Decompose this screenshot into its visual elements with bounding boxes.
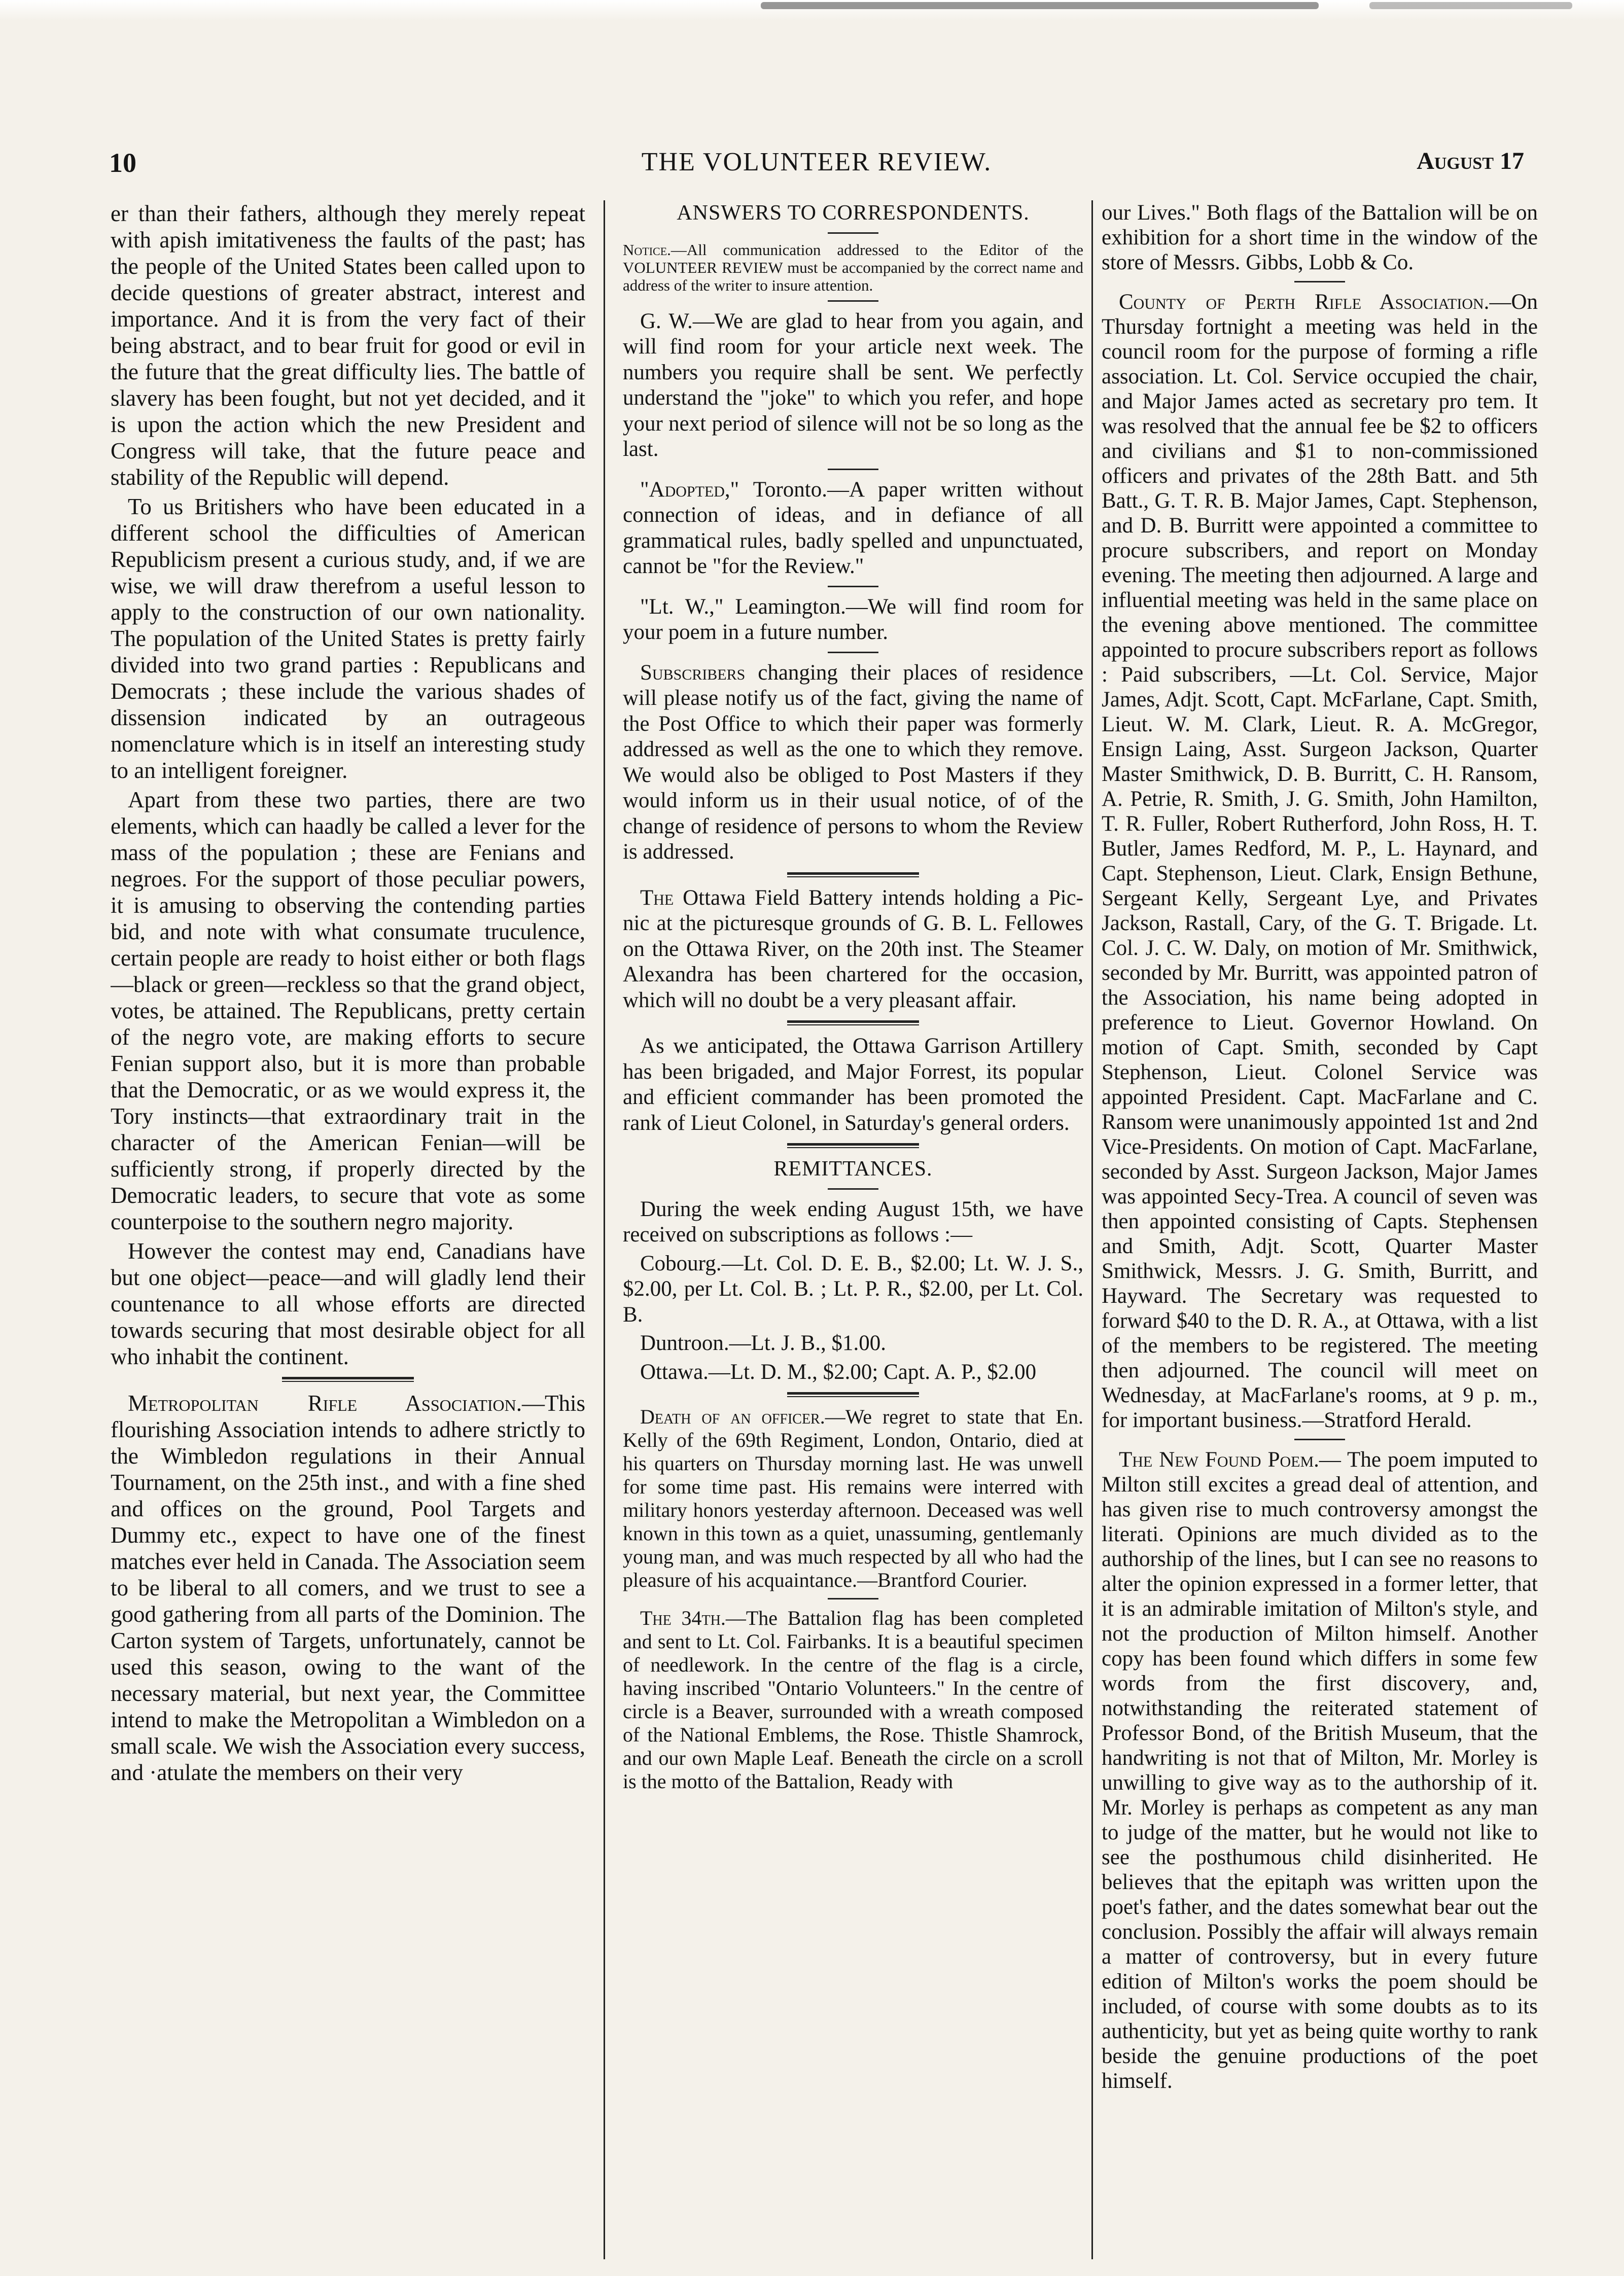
rule	[828, 232, 878, 234]
article-paragraph: Apart from these two parties, there are two elements, which can haadly be called a lever for the mass of the population ; these are Fenians and negroes. For the support of those peculiar powers, it is amusing to observing the contending parties bid, and note with what consumate truculence, certain people are ready to hoist either or both flags—black or green—reckless so that the grand object, votes, be attained. The Republicans, pretty certain of the negro vote, are making efforts to secure Fenian support also, but it is more than probable that the Democratic, or as we would express it, the Tory instincts—that extraordinary trait in the character of the American Fenian—will be sufficiently strong, if properly directed by the Democratic leaders, to secure that vote as some counterpoise to the southern negro majority.	[111, 787, 585, 1234]
issue-date: August 17	[1417, 148, 1524, 174]
item-body: —The Battalion flag has been completed and sent to Lt. Col. Fairbanks. It is a beautiful specimen of needlework. In the centre of the flag is a circle, having inscribed "Ontario Volunteers." In the centre of circle is a Beaver, surrounded with a wreath composed of the National Emblems, the Rose. Thistle Shamrock, and our own Maple Leaf. Beneath the circle on a scroll is the motto of the Battalion, Ready with	[623, 1607, 1083, 1793]
article-continuation: er than their fathers, although they merely repeat with apish imitativeness the faults of the past; has the people of the United States been called upon to decide questions of greater abstract, interest and importance. And it is from the very fact of their being abstract, and to bear fruit for good or evil in the future that the great difficulty lies. The battle of slavery has been fought, but not yet decided, and it is upon the action which the new President and Congress will take, that the future peace and stability of the Republic will depend.	[111, 201, 585, 490]
rule	[828, 469, 878, 470]
item-lead: The	[640, 885, 674, 910]
rule	[1294, 1439, 1345, 1440]
column-1	[111, 200, 585, 2254]
notice-body: —All communication addressed to the Editor of the VOLUNTEER REVIEW must be accompanied by the correct name and address of the writer to insure attention.	[623, 240, 1083, 294]
section-heading: ANSWERS TO CORRESPONDENTS.	[677, 201, 1030, 225]
ottawa-battery-item	[623, 885, 1083, 1014]
remittance-entry: Ottawa.—Lt. D. M., $2.00; Capt. A. P., $2.00	[640, 1360, 1037, 1384]
item-lead: The New Found Poem.	[1119, 1448, 1319, 1472]
section-divider	[787, 1392, 919, 1397]
article-continuation: our Lives." Both flags of the Battalion will be on exhibition for a short time in the window of the store of Messrs. Gibbs, Lobb & Co.	[1102, 201, 1538, 274]
rule	[1294, 281, 1345, 282]
notice-body: changing their places of residence will please notify us of the fact, giving the name of the Post Office to which their paper was formerly addressed as well as the one to which they remove. We would also be obliged to Post Masters if they would inform us in their usual notice, of of the change of residence of persons to whom the Review is addressed.	[623, 660, 1083, 864]
item-lead: County of Perth Rifle Association.	[1119, 290, 1490, 314]
article-paragraph: To us Britishers who have been educated in a different school the difficulties of American Republicism present a curious study, and, if we are wise, we will draw therefrom a useful lesson to apply to the construction of our own nationality. The population of the United States is pretty fairly divided into two grand parties : Republicans and Democrats ; these include the various shades of dissension indicated by an outrageous nomenclature which is in itself an interesting study to an intelligent foreigner.	[111, 494, 585, 783]
column-rule	[604, 200, 605, 2259]
page-top-edge	[0, 0, 1624, 20]
metropolitan-rifle-item	[111, 1390, 585, 1786]
column-rule	[1091, 200, 1093, 2259]
item-lead: Metropolitan Rifle Association.	[128, 1391, 522, 1416]
death-of-officer-item	[623, 1405, 1083, 1592]
section-divider	[787, 872, 919, 877]
new-found-poem-item	[1102, 1447, 1538, 2093]
item-body: —On Thursday fortnight a meeting was held in the council room for the purpose of forming a rifle association. Lt. Col. Service occupied the chair, and Major James acted as secretary pro tem. It was resolved that the annual fee be $2 to officers and civilians and $1 to non-commissioned officers and privates of the 28th Batt. and 5th Batt., G. T. R. B. Major James, Capt. Stephenson, and D. B. Burritt were appointed a committee to procure subscribers, and report on Monday evening. The meeting then adjourned. A large and influential meeting was held in the same place on the evening above mentioned. The committee appointed to procure subscribers report as follows : Paid subscribers, —Lt. Col. Service, Major James, Adjt. Scott, Capt. McFarlane, Capt. Smith, Lieut. W. M. Clark, Lieut. R. A. McGregor, Ensign Laing, Asst. Surgeon Jackson, Quarter Master Smithwick, D. B. Burritt, C. H. Ransom, A. Petrie, R. Smith, J. G. Smith, John Hamilton, T. R. Fuller, Robert Rutherford, John Ross, H. T. Butler, James Redford, M. P., L. Haynard, and Capt. Stephenson, Lieut. Clark, Ensign Bethune, Sergeant Kelly, Sergeant Lye, and Privates Jackson, Rastall, Cary, of the G. T. Brigade. Lt. Col. J. C. W. Daly, on motion of Mr. Smithwick, seconded by Mr. Burritt, was appointed patron of the Association, his name being adopted in preference to Lieut. Governor Howland. On motion of Capt. Smith, seconded by Capt Stephenson, Lieut. Colonel Service was appointed President. Capt. MacFarlane and C. Ransom were unanimously appointed 1st and 2nd Vice-Presidents. On motion of Capt. MacFarlane, seconded by Asst. Surgeon Jackson, Major James was appointed Secy-Trea. A council of seven was then appointed consisting of Capts. Stephensen and Smith, Adjt. Scott, Quarter Master Smithwick, Messrs. J. G. Smith, Burritt, and Hayward. The Secretary was requested to forward $40 to the D. R. A., at Ottawa, with a list of the members to be registered. The meeting then adjourned. The council will meet on Wednesday, at MacFarlane's rooms, at 9 p. m., for important business.—Stratford Herald.	[1102, 290, 1538, 1432]
item-lead: The 34th.	[640, 1607, 726, 1629]
notice	[623, 241, 1083, 294]
garrison-item: As we anticipated, the Ottawa Garrison Artillery has been brigaded, and Major Forrest, its popular and efficient commander has been promoted the rank of Lieut Colonel, in Saturday's general orders.	[623, 1034, 1083, 1135]
item-body: —This flourishing Association intends to adhere strictly to the Wimbledon regulations in their Annual Tournament, on the 25th inst., and with a fine shed and offices on the ground, Pool Targets and Dummy etc., expect to have one of the finest matches ever held in Canada. The Association seem to be liberal to all comers, and we trust to see a good gathering from all parts of the Dominion. The Carton system of Targets, unfortunately, cannot be used this season, owing to the want of the necessary material, but next year, the Committee intend to make the Metropolitan a Wimbledon on a small scale. We wish the Association every success, and ·atulate the members on their very	[111, 1391, 585, 1785]
column-3	[1102, 200, 1538, 2254]
remittances-heading: REMITTANCES.	[773, 1157, 933, 1181]
rule	[828, 1188, 878, 1190]
publication-title: THE VOLUNTEER REVIEW.	[641, 148, 992, 176]
reply-gw: G. W.—We are glad to hear from you again, and will find room for your article next week. The numbers you require shall be sent. We perfectly understand the "joke" to which you refer, and hope your next period of silence will not be so long as the last.	[623, 309, 1083, 461]
reply-ltw: "Lt. W.," Leamington.—We will find room for your poem in a future number.	[623, 594, 1083, 644]
notice-lead: Notice.	[623, 240, 671, 259]
remittances-intro: During the week ending August 15th, we have received on subscriptions as follows :—	[623, 1197, 1083, 1247]
item-body: Ottawa Field Battery intends holding a Pic-nic at the picturesque grounds of G. B. L. Fellowes on the Ottawa River, on the 20th inst. The Steamer Alexandra has been chartered for the occasion, which will no doubt be a very pleasant affair.	[623, 885, 1083, 1012]
rule	[828, 586, 878, 587]
page-number: 10	[109, 148, 136, 178]
remittance-entry: Duntroon.—Lt. J. B., $1.00.	[640, 1331, 886, 1355]
rule	[828, 1598, 878, 1599]
rule	[828, 300, 878, 302]
reply-body: Toronto.—A paper written without connection of ideas, and in defiance of all grammatical rules, badly spelled and unpunctuated, cannot be "for the Review."	[623, 477, 1083, 578]
article-paragraph: However the contest may end, Canadians have but one object—peace—and will gladly lend their countenance to all whose efforts are directed towards securing that most desirable object for all who inhabit the continent.	[111, 1238, 585, 1369]
remittance-entry: Cobourg.—Lt. Col. D. E. B., $2.00; Lt. W. J. S., $2.00, per Lt. Col. B. ; Lt. P. R., $2.00, per Lt. Col. B.	[623, 1251, 1083, 1327]
notice-lead: Subscribers	[640, 660, 746, 685]
print-smudge	[1369, 2, 1572, 9]
item-body: —We regret to state that En. Kelly of the 69th Regiment, London, Ontario, died at his quarters on Thursday morning last. He was unwell for some time past. His remains were interred with military honors yesterday afternoon. Deceased was well known in this town as a quiet, unassuming, gentlemanly young man, and was much respected by all who had the pleasure of his acquaintance.—Brantford Courier.	[623, 1405, 1083, 1591]
section-divider	[282, 1377, 414, 1382]
reply-lead: "Adopted,"	[640, 477, 739, 502]
perth-rifle-item	[1102, 290, 1538, 1433]
section-divider	[787, 1020, 919, 1025]
subscribers-notice	[623, 660, 1083, 865]
the-34th-item	[623, 1607, 1083, 1793]
section-divider	[787, 1143, 919, 1148]
reply-adopted	[623, 477, 1083, 580]
item-body: — The poem imputed to Milton still excites a gread deal of attention, and has given rise to much controversy amongst the literati. Opinions are much divided as to the authorship of the lines, but I can see no reasons to alter the opinion expressed in a former letter, that it is an admirable imitation of Milton's style, and not the production of Milton himself. Another copy has been found which differs in some few words from the first discovery, and, notwithstanding the reiterated statement of Professor Bond, of the British Museum, that the handwriting is not that of Milton, Mr. Morley is unwilling to give way as to the authorship of it. Mr. Morley is perhaps as competent as any man to judge of the matter, but he would not like to see the posthumous child disinherited. He believes that the epitaph was written upon the poet's father, and the dates somewhat bear out the conclusion. Possibly the affair will always remain a matter of controversy, but in every future edition of Milton's works the poem should be included, of course with some doubts as to its authenticity, but yet as being quite worthy to rank beside the genuine productions of the poet himself.	[1102, 1448, 1538, 2093]
item-lead: Death of an officer.	[640, 1405, 825, 1428]
column-2	[623, 200, 1083, 2254]
page-header	[109, 147, 1524, 188]
print-smudge	[761, 2, 1319, 9]
rule	[828, 652, 878, 653]
